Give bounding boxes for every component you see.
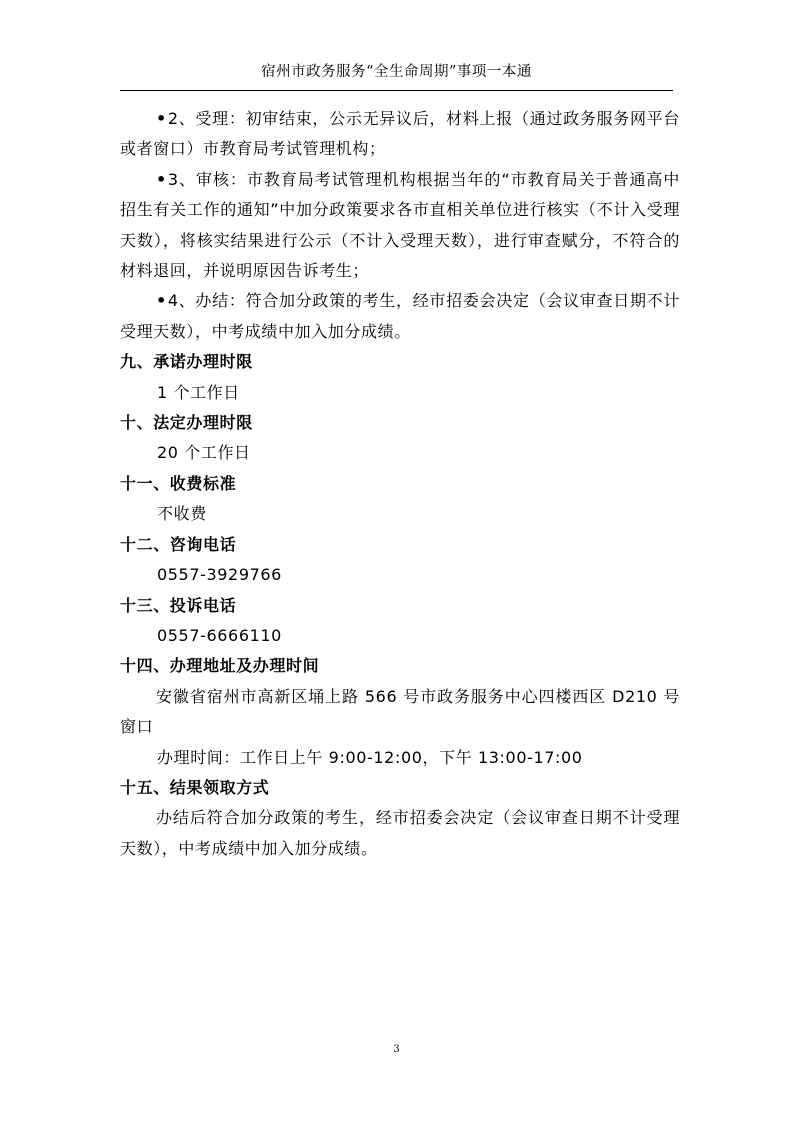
page-number: 3 (393, 1044, 400, 1055)
process-step-text: 4、办结：符合加分政策的考生，经市招委会决定（会议审查日期不计受理天数），中考成绩中加入加分成绩。 (120, 291, 680, 341)
bullet-icon: • (156, 109, 167, 128)
bullet-icon: • (156, 169, 167, 189)
complaint-phone-value: 0557-6666110 (157, 625, 282, 645)
page-content (120, 104, 680, 864)
fee-standard-value: 不收费 (157, 504, 207, 524)
process-step-review (120, 165, 680, 287)
consult-phone-value: 0557-3929766 (157, 565, 282, 585)
section-heading-consult-phone: 十二、咨询电话 (120, 534, 237, 554)
section-heading-result-collection: 十五、结果领取方式 (120, 777, 270, 797)
page-header (0, 62, 793, 82)
section-heading-address-and-hours: 十四、办理地址及办理时间 (120, 656, 320, 676)
legal-time-limit-value: 20 个工作日 (157, 443, 251, 463)
promised-time-limit-value: 1 个工作日 (157, 382, 240, 402)
header-title: 宿州市政务服务“全生命周期”事项一本通 (261, 64, 532, 80)
process-step-accept (120, 104, 680, 165)
process-step-complete (120, 286, 680, 347)
section-heading-legal-time-limit: 十、法定办理时限 (120, 413, 253, 433)
result-collection-value: 办结后符合加分政策的考生，经市招委会决定（会议审查日期不计受理天数），中考成绩中加入加分成绩。 (120, 808, 680, 858)
process-step-text: 2、受理：初审结束，公示无异议后，材料上报（通过政务服务网平台或者窗口）市教育局考试管理机构； (120, 109, 680, 159)
office-hours: 办理时间：工作日上午 9:00-12:00，下午 13:00-17:00 (157, 747, 583, 767)
bullet-icon: • (156, 291, 167, 311)
section-heading-fee-standard: 十一、收费标准 (120, 473, 237, 493)
header-rule (120, 90, 673, 91)
section-heading-complaint-phone: 十三、投诉电话 (120, 595, 237, 615)
section-heading-promised-time-limit: 九、承诺办理时限 (120, 352, 253, 372)
process-step-text: 3、审核：市教育局考试管理机构根据当年的“市教育局关于普通高中招生有关工作的通知”中加分政策要求各市直相关单位进行核实（不计入受理天数），将核实结果进行公示（不计入受理天数），进行审查赋分，不符合的材料退回，并说明原因告诉考生； (120, 169, 680, 281)
office-address: 安徽省宿州市高新区埇上路 566 号市政务服务中心四楼西区 D210 号窗口 (120, 686, 680, 737)
